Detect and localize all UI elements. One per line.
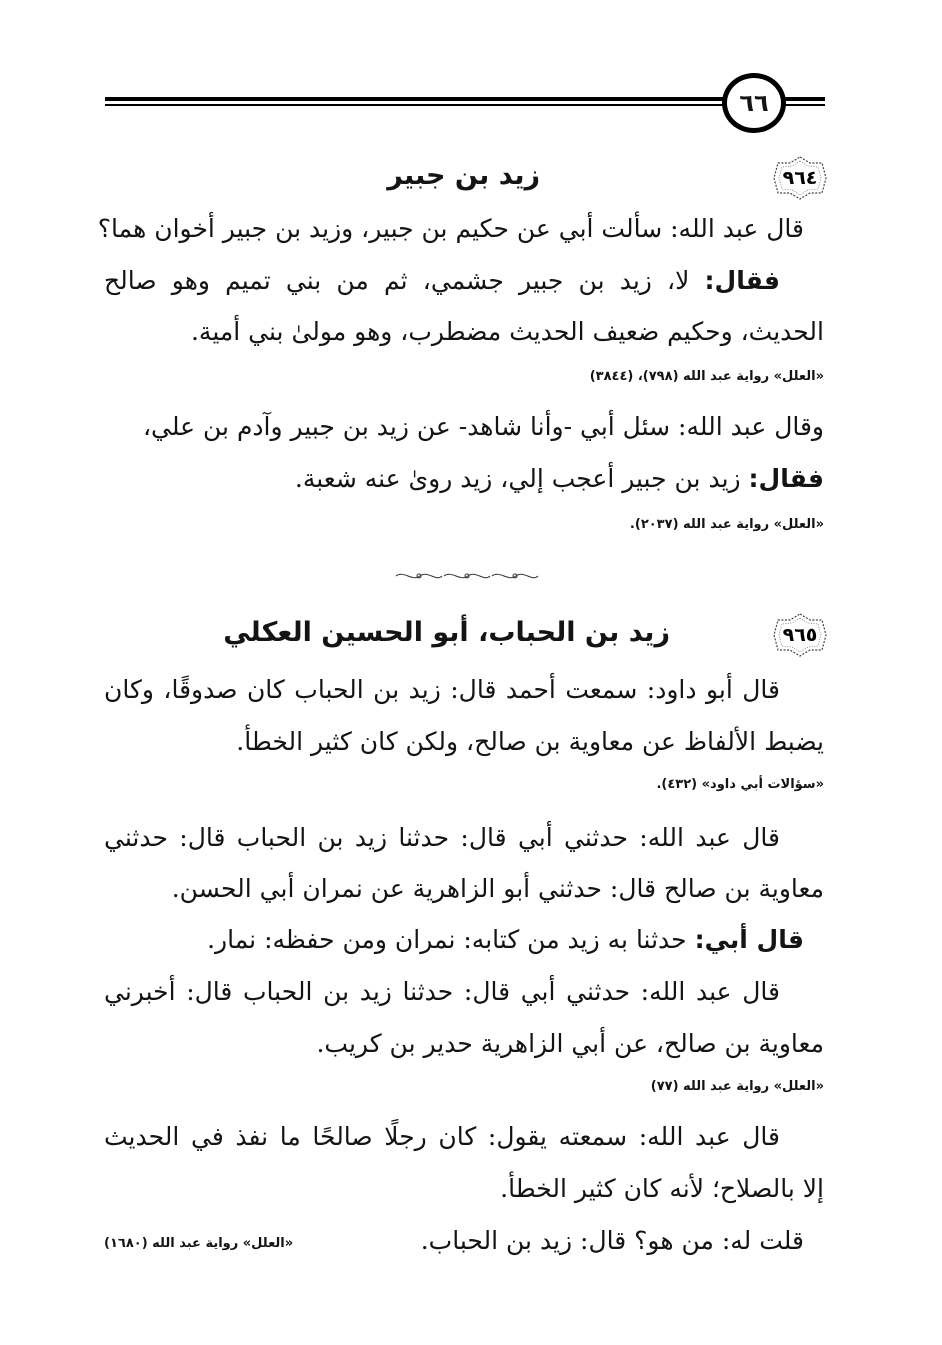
text-line: معاوية بن صالح قال: حدثني أبو الزاهرية عن نمران أبي الحسن. [171, 874, 824, 903]
text-line: قال عبد الله: سمعته يقول: كان رجلًا صالحًا ما نفذ في الحديث [104, 1122, 780, 1151]
page-number: ٦٦ [739, 89, 769, 117]
header-rule-bottom [105, 104, 825, 106]
text-line: يضبط الألفاظ عن معاوية بن صالح، ولكن كان كثير الخطأ. [236, 727, 824, 756]
text-line [104, 464, 824, 494]
entry-title: زيد بن الحباب، أبو الحسين العكلي [223, 617, 670, 648]
text-line: قال أبو داود: سمعت أحمد قال: زيد بن الحباب كان صدوقًا، وكان [104, 675, 780, 704]
text-line-body: زيد بن جبير أعجب إلي، زيد روىٰ عنه شعبة. [294, 464, 749, 493]
source-citation: «العلل» رواية عبد الله (٧٩٨)، (٣٨٤٤) [589, 369, 824, 384]
text-line: وقال عبد الله: سئل أبي -وأنا شاهد- عن زيد بن جبير وآدم بن علي، [142, 412, 824, 441]
entry-title: زيد بن جبير [387, 160, 540, 191]
text-line-body: لا، زيد بن جبير جشمي، ثم من بني تميم وهو صالح [104, 266, 705, 295]
page-number-circle [722, 73, 786, 133]
text-line [104, 266, 780, 296]
speaker-label: فقال: [748, 464, 824, 493]
source-citation: «العلل» رواية عبد الله (١٦٨٠) [104, 1236, 294, 1251]
text-line: قال عبد الله: حدثني أبي قال: حدثنا زيد بن الحباب قال: حدثني [104, 823, 780, 852]
speaker-label: فقال: [704, 266, 780, 295]
speaker-label: قال أبي: [694, 925, 804, 954]
header-rule-top [105, 97, 825, 101]
source-citation: «العلل» رواية عبد الله (٢٠٣٧). [629, 517, 824, 532]
text-line: الحديث، وحكيم ضعيف الحديث مضطرب، وهو مولىٰ بني أمية. [190, 317, 824, 346]
entry-number: ٩٦٥ [782, 624, 818, 646]
source-citation: «العلل» رواية عبد الله (٧٧) [650, 1079, 824, 1094]
entry-number-badge [772, 155, 828, 201]
text-line-body: حدثنا به زيد من كتابه: نمران ومن حفظه: نمار. [207, 925, 695, 954]
text-line: قال عبد الله: حدثني أبي قال: حدثنا زيد بن الحباب قال: أخبرني [104, 977, 780, 1006]
text-line: معاوية بن صالح، عن أبي الزاهرية حدير بن كريب. [316, 1029, 824, 1058]
text-line: قال عبد الله: سألت أبي عن حكيم بن جبير، وزيد بن جبير أخوان هما؟ [97, 214, 804, 243]
text-line: قلت له: من هو؟ قال: زيد بن الحباب. [420, 1226, 804, 1255]
section-divider-ornament [394, 569, 540, 583]
entry-number-badge [772, 612, 828, 658]
text-line: إلا بالصلاح؛ لأنه كان كثير الخطأ. [500, 1174, 824, 1203]
entry-number: ٩٦٤ [782, 167, 818, 189]
text-line [104, 925, 804, 955]
source-citation: «سؤالات أبي داود» (٤٣٢). [656, 777, 824, 792]
